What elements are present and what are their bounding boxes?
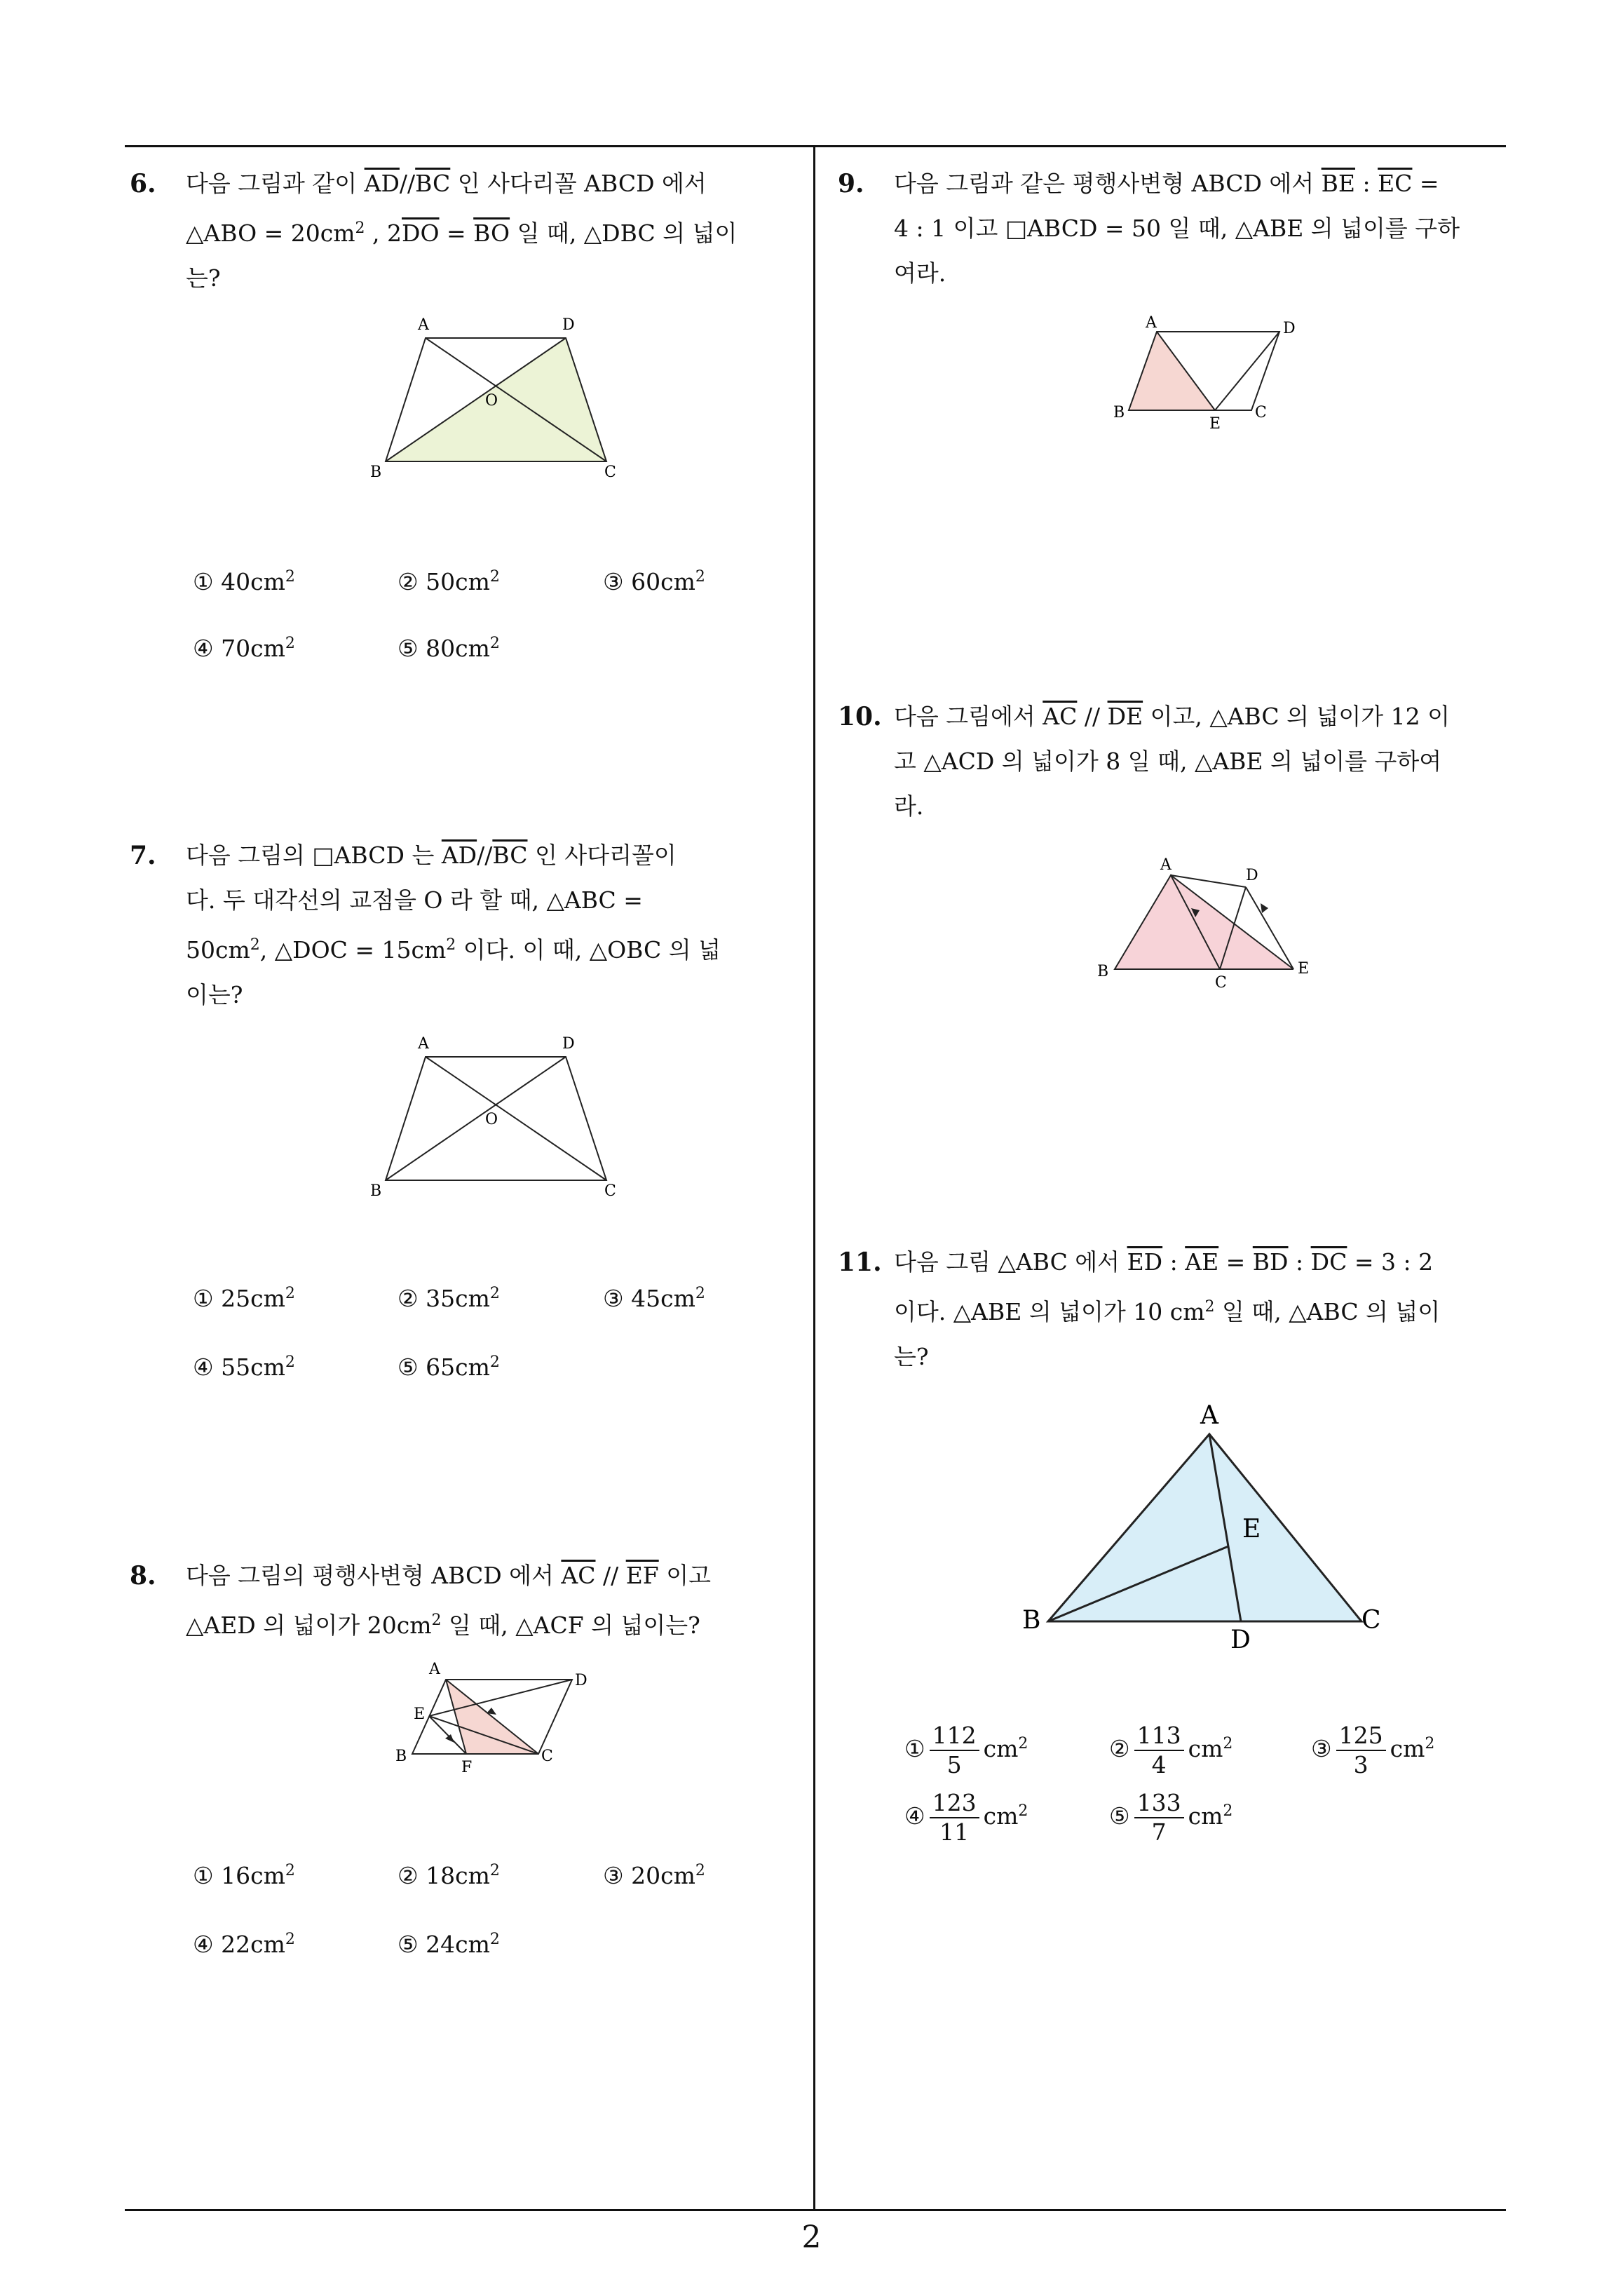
label-c: C	[1361, 1606, 1381, 1635]
text-line: 다음 그림의 □ABCD 는 $\overline{AD}//\overline{BC}$ 인 사다리꼴이	[186, 842, 677, 869]
text-line: 여라.	[894, 259, 946, 287]
choice-2[interactable]: ② $18cm^2$	[398, 1862, 500, 1889]
shaded-triangle-abc	[1048, 1434, 1361, 1621]
text-line: 다음 그림과 같은 평행사변형 ABCD 에서 $\overline{BE}$ : $\overline{EC}$ =	[894, 170, 1439, 197]
question-number: 8.	[130, 1561, 156, 1591]
fraction: $\frac{113}{4}$	[1134, 1722, 1184, 1779]
text-line: 고 △ACD 의 넓이가 8 일 때, △ABE 의 넓이를 구하여	[894, 748, 1442, 775]
label-e: E	[1242, 1515, 1261, 1544]
text-line: 라.	[894, 792, 924, 820]
question-7	[130, 833, 803, 1018]
choice-5[interactable]: ⑤ $80cm^2$	[398, 635, 500, 662]
question-text	[894, 1240, 1511, 1379]
page-number: 2	[801, 2220, 822, 2255]
question-text	[186, 833, 803, 1018]
label-a: A	[418, 316, 429, 334]
text-line: 는?	[186, 264, 221, 292]
label-b: B	[1097, 963, 1109, 980]
column-divider	[813, 145, 815, 2210]
arrow-head	[445, 1734, 454, 1743]
trapezoid-figure-q6	[365, 309, 631, 484]
text-line: △ABO = $20cm^2$ , $2\overline{DO} = \overline{BO}$ 일 때, △DBC 의 넓이	[186, 220, 738, 247]
question-9	[838, 161, 1511, 296]
label-e: E	[1298, 960, 1310, 978]
question-number: 9.	[838, 169, 864, 198]
trapezoid-figure-q7	[365, 1027, 631, 1203]
label-b: B	[370, 1182, 382, 1200]
question-11	[838, 1240, 1511, 1379]
text-line: $50cm^2$, △DOC = $15cm^2$ 이다. 이 때, △OBC 의 넓	[186, 936, 721, 964]
question-6	[130, 161, 803, 301]
label-b: B	[1022, 1606, 1041, 1635]
text-line: △AED 의 넓이가 $20cm^2$ 일 때, △ACF 의 넓이는?	[186, 1612, 700, 1639]
choice-4[interactable]: ④ $22cm^2$	[193, 1931, 295, 1958]
label-c: C	[604, 1182, 616, 1200]
choice-3[interactable]: ③ $45cm^2$	[603, 1285, 705, 1312]
label-o: O	[485, 392, 498, 410]
bottom-rule	[125, 2209, 1506, 2211]
text-line: 이는?	[186, 981, 243, 1008]
choice-4[interactable]: ④ $55cm^2$	[193, 1353, 295, 1381]
choice-1[interactable]: ① $25cm^2$	[193, 1285, 295, 1312]
choice-2[interactable]: ② $35cm^2$	[398, 1285, 500, 1312]
label-d: D	[1246, 867, 1258, 884]
fraction: $\frac{123}{11}$	[930, 1789, 979, 1846]
choice-3[interactable]: ③ $20cm^2$	[603, 1862, 705, 1889]
choice-3[interactable]: ③ $\frac{125}{3}$ $cm^2$	[1311, 1722, 1435, 1778]
label-c: C	[541, 1748, 553, 1765]
arrow-head	[1261, 903, 1268, 913]
label-f: F	[461, 1759, 473, 1776]
label-b: B	[370, 464, 382, 481]
choice-5[interactable]: ⑤ $24cm^2$	[398, 1931, 500, 1958]
choice-2[interactable]: ② $\frac{113}{4}$ $cm^2$	[1109, 1722, 1233, 1778]
choice-5[interactable]: ⑤ $65cm^2$	[398, 1353, 500, 1381]
choice-1[interactable]: ① $\frac{112}{5}$ $cm^2$	[904, 1722, 1028, 1778]
top-rule	[125, 145, 1506, 147]
diagonal-ac	[426, 1057, 606, 1180]
choice-5[interactable]: ⑤ $\frac{133}{7}$ $cm^2$	[1109, 1789, 1233, 1846]
text-line: 다음 그림과 같이 $\overline{AD}//\overline{BC}$ 인 사다리꼴 ABCD 에서	[186, 170, 707, 197]
triangle-figure-q11	[1017, 1396, 1395, 1662]
text-line: 다음 그림에서 $\overline{AC} // \overline{DE}$ 이고, △ABC 의 넓이가 12 이	[894, 703, 1451, 730]
question-text	[186, 161, 803, 301]
label-d: D	[575, 1672, 588, 1689]
parallelogram-figure-q8	[393, 1659, 596, 1788]
question-number: 6.	[130, 169, 156, 198]
fraction: $\frac{125}{3}$	[1336, 1722, 1386, 1779]
question-text	[186, 1553, 803, 1648]
label-d: D	[562, 316, 575, 334]
label-c: C	[1215, 974, 1227, 992]
label-a: A	[1200, 1401, 1218, 1430]
label-a: A	[1146, 314, 1157, 332]
label-o: O	[485, 1111, 498, 1128]
text-line: 는?	[894, 1343, 929, 1370]
question-text	[894, 161, 1511, 296]
label-d: D	[562, 1035, 575, 1053]
label-d: D	[1283, 320, 1296, 337]
triangle-figure-q10	[1090, 849, 1329, 992]
choice-1[interactable]: ① $16cm^2$	[193, 1862, 295, 1889]
choice-2[interactable]: ② $50cm^2$	[398, 568, 500, 595]
label-b: B	[1113, 404, 1125, 421]
label-e: E	[414, 1706, 426, 1723]
fraction: $\frac{112}{5}$	[930, 1722, 979, 1779]
fraction: $\frac{133}{7}$	[1134, 1789, 1184, 1846]
question-number: 11.	[838, 1248, 882, 1277]
text-line: 다음 그림 △ABC 에서 $\overline{ED}$ : $\overline{AE} = \overline{BD}$ : $\overline{DC} = 3$ : 2	[894, 1248, 1434, 1276]
label-a: A	[429, 1661, 440, 1678]
choice-4[interactable]: ④ $70cm^2$	[193, 635, 295, 662]
label-c: C	[604, 464, 616, 481]
label-b: B	[395, 1748, 407, 1765]
text-line: 이다. △ABE 의 넓이가 10 $cm^2$ 일 때, △ABC 의 넓이	[894, 1298, 1441, 1325]
parallelogram-figure-q9	[1108, 312, 1318, 435]
diagonal-bd	[386, 1057, 566, 1180]
question-text	[894, 694, 1511, 829]
choice-4[interactable]: ④ $\frac{123}{11}$ $cm^2$	[904, 1789, 1028, 1846]
choice-1[interactable]: ① $40cm^2$	[193, 568, 295, 595]
label-a: A	[418, 1035, 429, 1053]
text-line: 4 : 1 이고 □ABCD = 50 일 때, △ABE 의 넓이를 구하	[894, 215, 1460, 242]
label-c: C	[1255, 404, 1267, 421]
label-e: E	[1209, 415, 1221, 433]
label-d: D	[1230, 1626, 1251, 1654]
text-line: 다. 두 대각선의 교점을 O 라 할 때, △ABC =	[186, 886, 643, 914]
choice-3[interactable]: ③ $60cm^2$	[603, 568, 705, 595]
text-line: 다음 그림의 평행사변형 ABCD 에서 $\overline{AC} // \overline{EF}$ 이고	[186, 1562, 711, 1589]
question-number: 7.	[130, 841, 156, 870]
segment-ed	[1215, 332, 1279, 410]
question-number: 10.	[838, 702, 882, 731]
question-10	[838, 694, 1511, 829]
shaded-triangle-abe	[1129, 332, 1215, 410]
label-a: A	[1160, 856, 1172, 874]
question-8	[130, 1553, 803, 1648]
